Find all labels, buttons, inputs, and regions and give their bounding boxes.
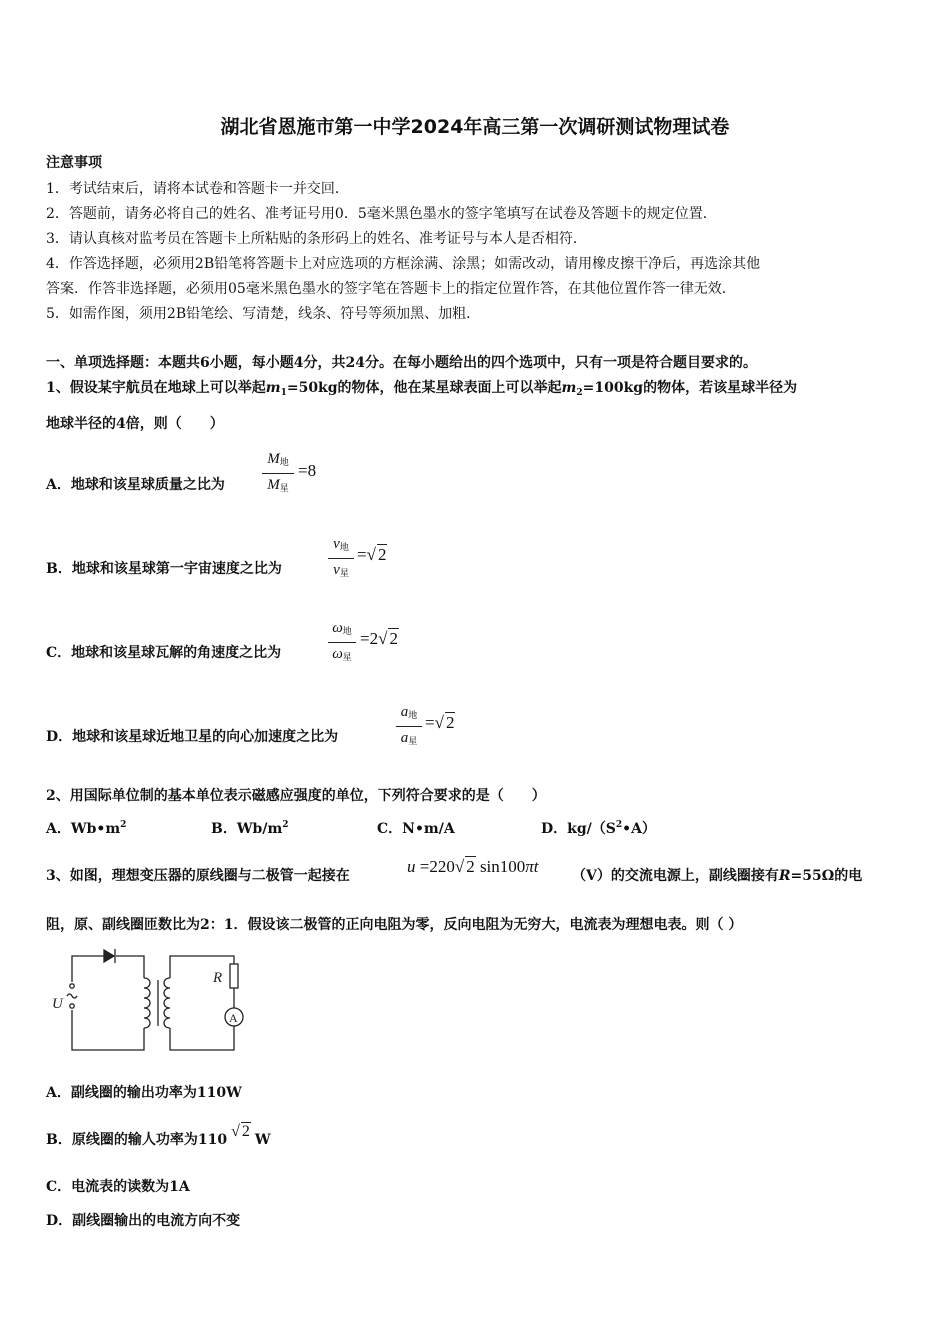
rhs-c-sqrt: 2 [389,629,398,648]
frac-c-num: ω [332,620,343,636]
diode-symbol [104,950,114,962]
section-heading: 一、单项选择题：本题共6小题，每小题4分，共24分。在每小题给出的四个选项中，只有一项是符合题目要求的。 [46,355,757,371]
q2-option-d [541,818,656,838]
frac-a-num: M [267,451,280,467]
source-terminal-top [70,984,74,988]
notice-heading: 注意事项 [46,155,102,171]
formula-eq: =220 [415,857,455,876]
formula-pit: πt [525,857,539,876]
q2-option-d-text-b: •A） [622,821,656,837]
frac-d-num-sub: 地 [408,710,418,720]
q1-option-b-fraction [328,535,354,582]
ammeter-a-label: A [229,1011,238,1025]
secondary-coil [164,978,170,1028]
notice-item-5: 5．如需作图，须用2B铅笔绘、写清楚，线条、符号等须加黑、加粗． [46,306,481,322]
rhs-b-prefix: = [357,545,367,564]
q1-option-a-fraction [262,450,294,497]
primary-wire-bottom [72,1010,144,1050]
notice-item-1: 1．考试结束后，请将本试卷和答题卡一并交回． [46,181,349,197]
source-terminal-bottom [70,1004,74,1008]
resistor-r-label: R [213,970,223,986]
q2-option-a-text: A．Wb•m [46,821,121,837]
q1-option-d-label: D．地球和该星球近地卫星的向心加速度之比为 [46,729,339,745]
notice-item-4: 4．作答选择题，必须用2B铅笔将答题卡上对应选项的方框涂满、涂黑；如需改动，请用橡皮擦干净后，再选涂其他 [46,256,761,272]
q1-option-a-rhs: =8 [298,461,317,480]
q2-option-d-text-a: D．kg/（S [541,821,616,837]
frac-a-den: M [267,477,280,493]
rhs-c-prefix: =2 [360,629,379,648]
q3-option-a: A．副线圈的输出功率为110W [46,1085,242,1101]
primary-wire-top-right [116,956,144,978]
notice-item-3: 3．请认真核对监考员在答题卡上所粘贴的条形码上的姓名、准考证号与本人是否相符． [46,231,587,247]
frac-b-den: v [333,562,340,578]
q2-option-d-sup: 2 [615,820,623,830]
secondary-wire-top [170,956,234,978]
q2-option-a-sup: 2 [120,820,127,830]
secondary-wire-bottom [170,1026,234,1050]
frac-c-den: ω [332,646,343,662]
rhs-b-sqrt: 2 [377,545,387,564]
q3-formula: u =220√ 2 sin100πt [407,857,539,876]
m2-subscript: 2 [576,388,583,398]
resistor-symbol [230,964,238,988]
rhs-d-sqrt: 2 [445,713,455,732]
q1-option-d-fraction [396,703,422,750]
q3-option-b-sqrt: 2 [241,1123,250,1140]
notice-item-2: 2．答题前，请务必将自己的姓名、准考证号用0．5毫米黑色墨水的签字笔填写在试卷及答题卡的规定位置． [46,206,717,222]
q1-option-b-label: B．地球和该星球第一宇宙速度之比为 [46,561,282,577]
q1-option-c-fraction [328,619,356,666]
q3-option-d: D．副线圈输出的电流方向不变 [46,1213,241,1229]
q1-option-a-label: A．地球和该星球质量之比为 [46,477,225,493]
frac-c-den-sub: 星 [342,652,352,662]
page-title: 湖北省恩施市第一中学2024年高三第一次调研测试物理试卷 [220,116,730,138]
ac-source-symbol [67,994,77,998]
transformer-circuit-diagram [46,944,256,1056]
formula-u: u [407,857,416,876]
frac-d-den: a [400,730,409,746]
frac-b-num-sub: 地 [339,542,349,552]
q3-text-c: =55Ω的电 [790,868,863,884]
formula-sqrt: 2 [466,857,475,876]
frac-d-den-sub: 星 [408,736,418,746]
q2-option-b-text: B．Wb/m [211,821,283,837]
q1-text-c: =100kg的物体，若该星球半径为 [582,380,798,396]
question-1-line-1 [46,377,797,398]
frac-b-num: v [333,536,340,552]
primary-coil [144,978,150,1028]
notice-item-4-cont: 答案．作答非选择题，必须用05毫米黑色墨水的签字笔在答题卡上的指定位置作答，在其他位置作答一律无效． [46,281,736,297]
q3-option-c: C．电流表的读数为1A [46,1179,190,1195]
q3-r-symbol: R [778,868,791,884]
q3-option-b: B．原线圈的输人功率为110 √ 2 W [46,1123,271,1148]
q2-option-b-sup: 2 [282,820,289,830]
formula-rest: sin100 [475,857,526,876]
q1-option-c-label: C．地球和该星球瓦解的角速度之比为 [46,645,282,661]
question-3-line-2: 阻，原、副线圈匝数比为2：1．假设该二极管的正向电阻为零，反向电阻为无穷大，电流表为理想电表。则（ ） [46,917,743,933]
q2-option-c: C．N•m/A [377,821,455,837]
q1-text-a: 1、假设某宇航员在地球上可以举起 [46,380,266,396]
m1-subscript: 1 [280,388,287,398]
m1-symbol: m [265,380,281,396]
q2-option-a [46,818,126,838]
q1-option-b-rhs: =√ 2 [357,545,387,564]
question-3-line-1-a: 3、如图，理想变压器的原线圈与二极管一起接在 [46,868,350,884]
question-2-stem: 2、用国际单位制的基本单位表示磁感应强度的单位，下列符合要求的是（ ） [46,788,546,804]
frac-b-den-sub: 星 [339,568,349,578]
q1-text-b: =50kg的物体，他在某星球表面上可以举起 [286,380,562,396]
question-3-line-1-b [572,865,862,885]
q3-option-b-unit: W [254,1132,271,1148]
primary-wire-top-left [72,956,104,982]
q3-text-b: （V）的交流电源上，副线圈接有 [572,868,779,884]
q1-option-c-rhs: =2√ 2 [360,629,398,648]
source-u-label: U [52,996,63,1012]
q1-option-d-rhs: =√ 2 [425,713,455,732]
question-1-line-2: 地球半径的4倍，则（ ） [46,416,224,432]
frac-c-num-sub: 地 [342,626,352,636]
frac-a-den-sub: 星 [279,483,289,493]
q2-option-b [211,818,289,838]
q3-option-b-text: B．原线圈的输人功率为110 [46,1132,228,1148]
frac-a-num-sub: 地 [279,457,289,467]
frac-d-num: a [400,704,409,720]
m2-symbol: m [561,380,577,396]
rhs-d-prefix: = [425,713,435,732]
